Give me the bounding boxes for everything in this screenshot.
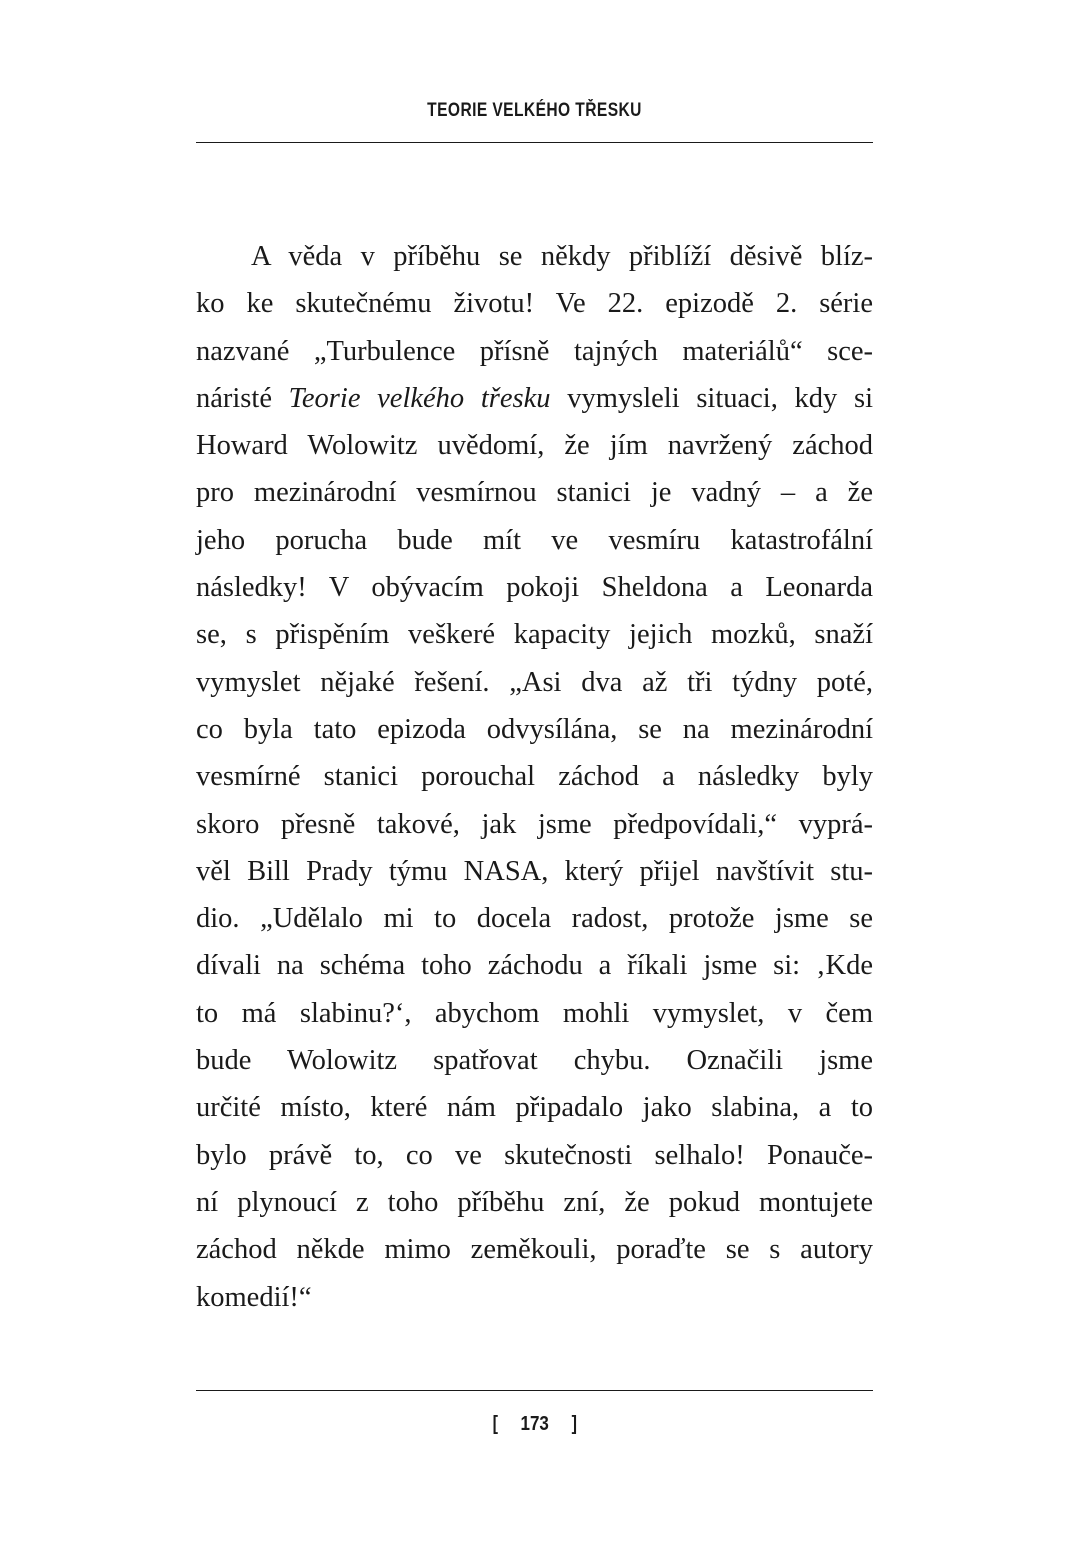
- running-head: TEORIE VELKÉHO TŘESKU: [427, 100, 642, 121]
- folio-bracket-open: [: [492, 1413, 498, 1435]
- text-line: [196, 375, 873, 422]
- page-number-value: 173: [520, 1413, 549, 1435]
- text-line: nazvané „Turbulence přísně tajných materiálů“ sce-: [196, 335, 873, 367]
- text-segment: náristé: [196, 382, 289, 414]
- text-line: pro mezinárodní vesmírnou stanici je vadný – a že: [196, 477, 873, 509]
- folio-bracket-close: ]: [571, 1413, 577, 1435]
- text-line: ní plynoucí z toho příběhu zní, že pokud montujete: [196, 1186, 873, 1218]
- text-line: bylo právě to, co ve skutečnosti selhalo! Ponauče-: [196, 1139, 873, 1171]
- text-line: věl Bill Prady týmu NASA, který přijel navštívit stu-: [196, 855, 873, 887]
- text-line: jeho porucha bude mít ve vesmíru katastrofální: [196, 524, 873, 556]
- body-text: [196, 233, 873, 1321]
- text-line: vymyslet nějaké řešení. „Asi dva až tři týdny poté,: [196, 666, 873, 698]
- text-line: se, s přispěním veškeré kapacity jejich mozků, snaží: [196, 619, 873, 651]
- text-line: dívali na schéma toho záchodu a říkali jsme si: ‚Kde: [196, 950, 873, 982]
- text-line: komedií!“: [196, 1281, 312, 1313]
- page-number: [196, 1413, 873, 1436]
- text-line: Howard Wolowitz uvědomí, že jím navržený záchod: [196, 430, 873, 462]
- italic-title: Teorie velkého třesku: [288, 382, 551, 414]
- text-line: určité místo, které nám připadalo jako slabina, a to: [196, 1092, 873, 1124]
- text-line: následky! V obývacím pokoji Sheldona a Leonarda: [196, 572, 873, 604]
- text-line: záchod někde mimo zeměkouli, poraďte se s autory: [196, 1234, 873, 1266]
- text-line: A věda v příběhu se někdy přiblíží děsivě blíz-: [251, 241, 873, 272]
- text-line: vesmírné stanici porouchal záchod a následky byly: [196, 761, 873, 793]
- text-line: co byla tato epizoda odvysílána, se na mezinárodní: [196, 713, 873, 745]
- text-line: skoro přesně takové, jak jsme předpovídali,“ vyprá-: [196, 808, 873, 840]
- text-line: bude Wolowitz spatřovat chybu. Označili jsme: [196, 1045, 873, 1077]
- header-rule: [196, 142, 873, 143]
- text-segment: vymysleli situaci, kdy si: [550, 382, 874, 414]
- text-line: to má slabinu?‘, abychom mohli vymyslet, v čem: [196, 997, 873, 1029]
- text-line: dio. „Udělalo mi to docela radost, protože jsme se: [196, 903, 873, 935]
- footer-rule: [196, 1390, 873, 1391]
- text-line: ko ke skutečnému životu! Ve 22. epizodě 2. série: [196, 288, 873, 320]
